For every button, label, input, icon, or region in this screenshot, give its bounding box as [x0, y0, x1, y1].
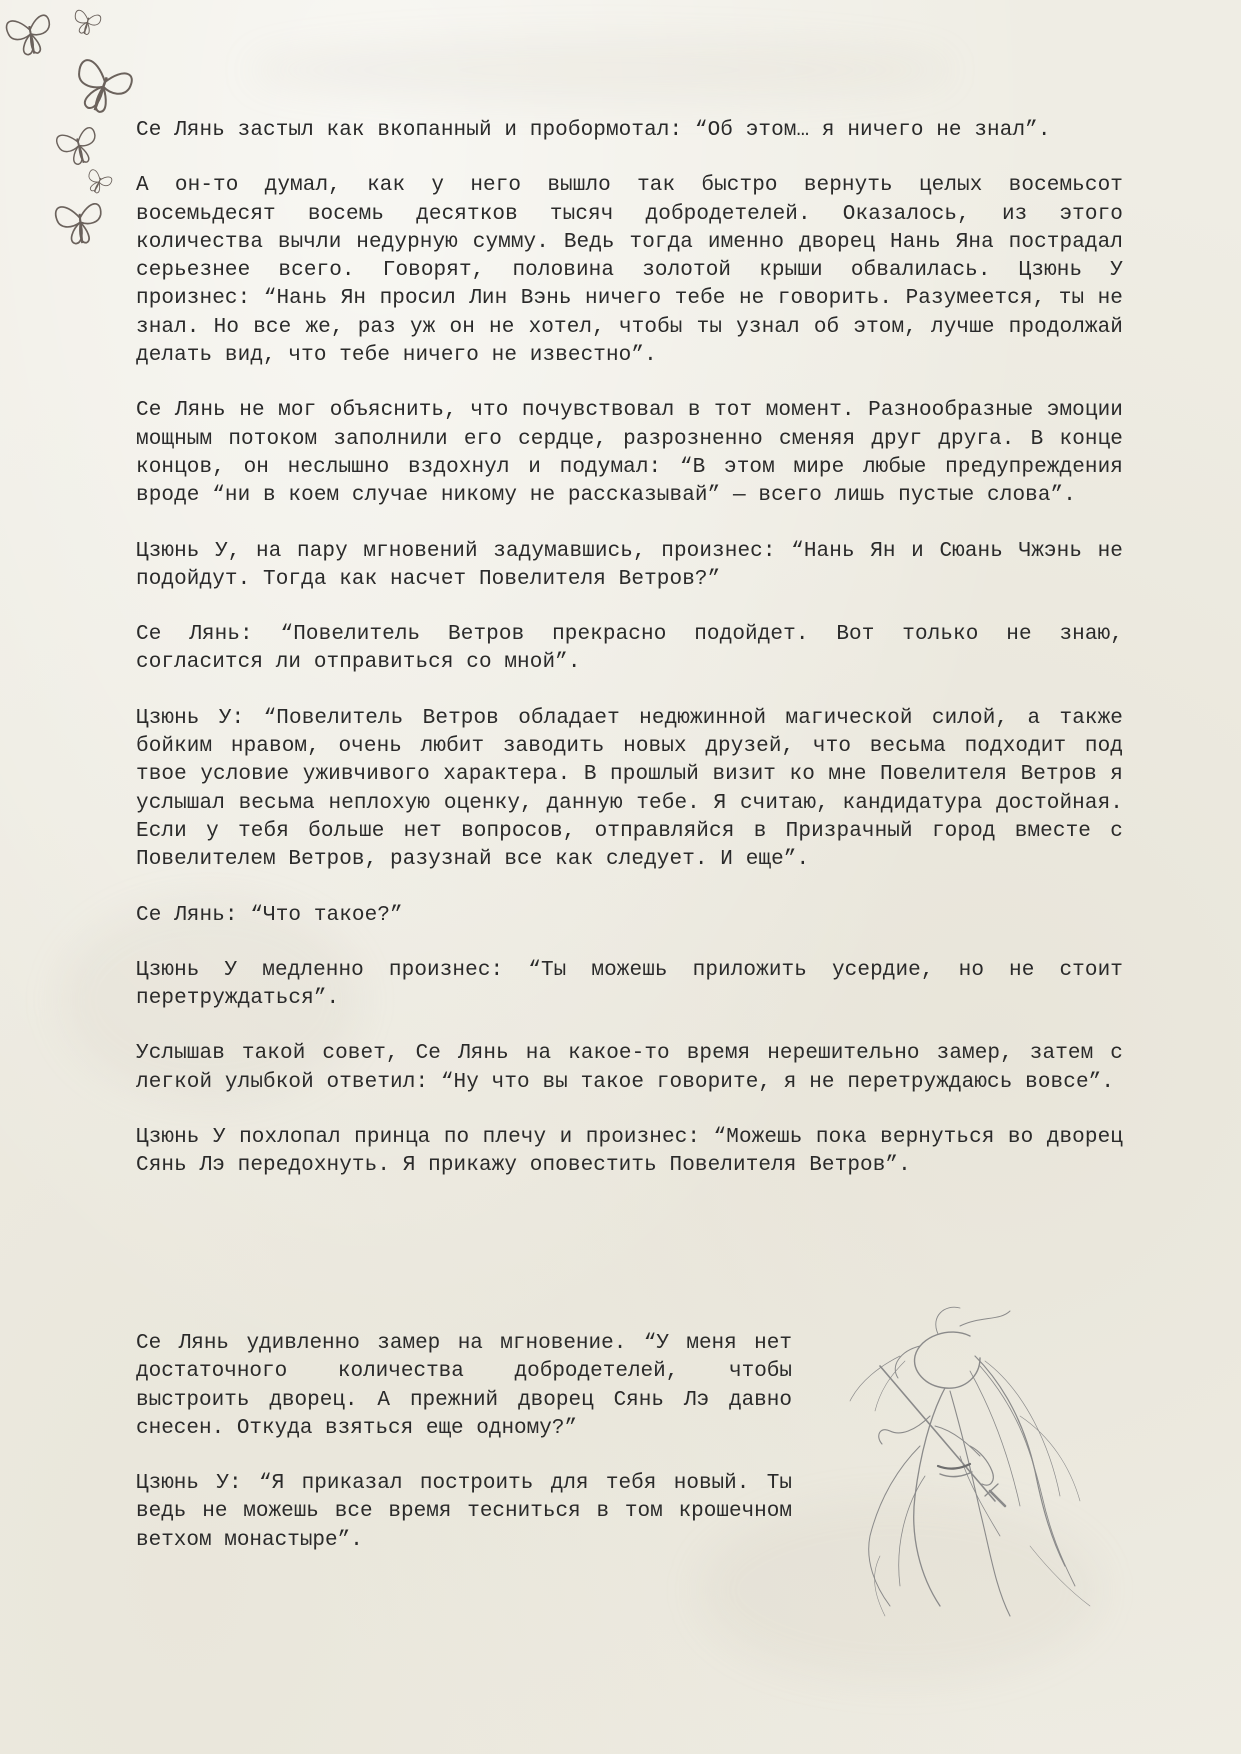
paragraph: Услышав такой совет, Се Лянь на какое-то время нерешительно замер, затем с легкой улыбкой ответил: “Ну что вы такое говорите, я не перетруждаюсь вовсе”. [136, 1042, 1123, 1094]
narrow-text [136, 1330, 792, 1582]
paragraph: Цзюнь У: “Повелитель Ветров обладает недюжинной магической силой, а также бойким нравом, очень любит заводить новых друзей, что весьма подходит под твое условие уживчивого характера. В прошлый визит ко мне Повелителя Ветров я услышал весьма неплохую оценку, данную тебе. Я считаю, кандидатура достойная. Если у тебя больше нет вопросов, отправляйся в Призрачный город вместе с Повелителем Ветров, разузнай все как следует. И еще”. [136, 706, 1123, 872]
paragraph: Цзюнь У, на пару мгновений задумавшись, произнес: “Нань Ян и Сюань Чжэнь не подойдут. Тогда как насчет Повелителя Ветров?” [136, 539, 1123, 591]
ink-figure-illustration [820, 1296, 1140, 1626]
paragraph: Цзюнь У похлопал принца по плечу и произнес: “Можешь пока вернуться во дворец Сянь Лэ передохнуть. Я прикажу оповестить Повелителя Ветров”. [136, 1126, 1123, 1178]
paragraph: Се Лянь застыл как вкопанный и пробормотал: “Об этом… я ничего не знал”. [136, 119, 1051, 142]
paragraph: Се Лянь: “Что такое?” [136, 903, 403, 927]
paragraph: Цзюнь У медленно произнес: “Ты можешь приложить усердие, но не стоит перетруждаться”. [136, 958, 1123, 1011]
paragraph: А он-то думал, как у него вышло так быстро вернуть целых восемьсот восемьдесят восемь десятков тысяч добродетелей. Оказалось, из этого количества вычли недурную сумму. Ведь тогда именно дворец Нань Яна пострадал серьезнее всего. Говорят, половина золотой крыши обвалилась. Цзюнь У произнес: “Нань Ян просил Лин Вэнь ничего тебе не говорить. Разумеется, ты не знал. Но все же, раз уж он не хотел, чтобы ты узнал об этом, лучше продолжай делать вид, что тебе ничего не известно”. [136, 174, 1123, 368]
paragraph: Се Лянь не мог объяснить, что почувствовал в тот момент. Разнообразные эмоции мощным потоком заполнили его сердце, разрозненно сменяя друг друга. В конце концов, он неслышно вздохнул и подумал: “В этом мире любые предупреждения вроде “ни в коем случае никому не рассказывай” — всего лишь пустые слова”. [136, 399, 1123, 508]
butterflies-icon [0, 0, 150, 260]
paragraph: Цзюнь У: “Я приказал построить для тебя новый. Ты ведь не можешь все время тесниться в том крошечном ветхом монастыре”. [136, 1472, 792, 1552]
main-text [136, 117, 1123, 1208]
paper-stain [250, 40, 950, 100]
paragraph: Се Лянь: “Повелитель Ветров прекрасно подойдет. Вот только не знаю, согласится ли отправиться со мной”. [136, 623, 1123, 675]
paragraph: Се Лянь удивленно замер на мгновение. “У меня нет достаточного количества добродетелей, чтобы выстроить дворец. А прежний дворец Сянь Лэ давно снесен. Откуда взяться еще одному?” [136, 1332, 792, 1440]
